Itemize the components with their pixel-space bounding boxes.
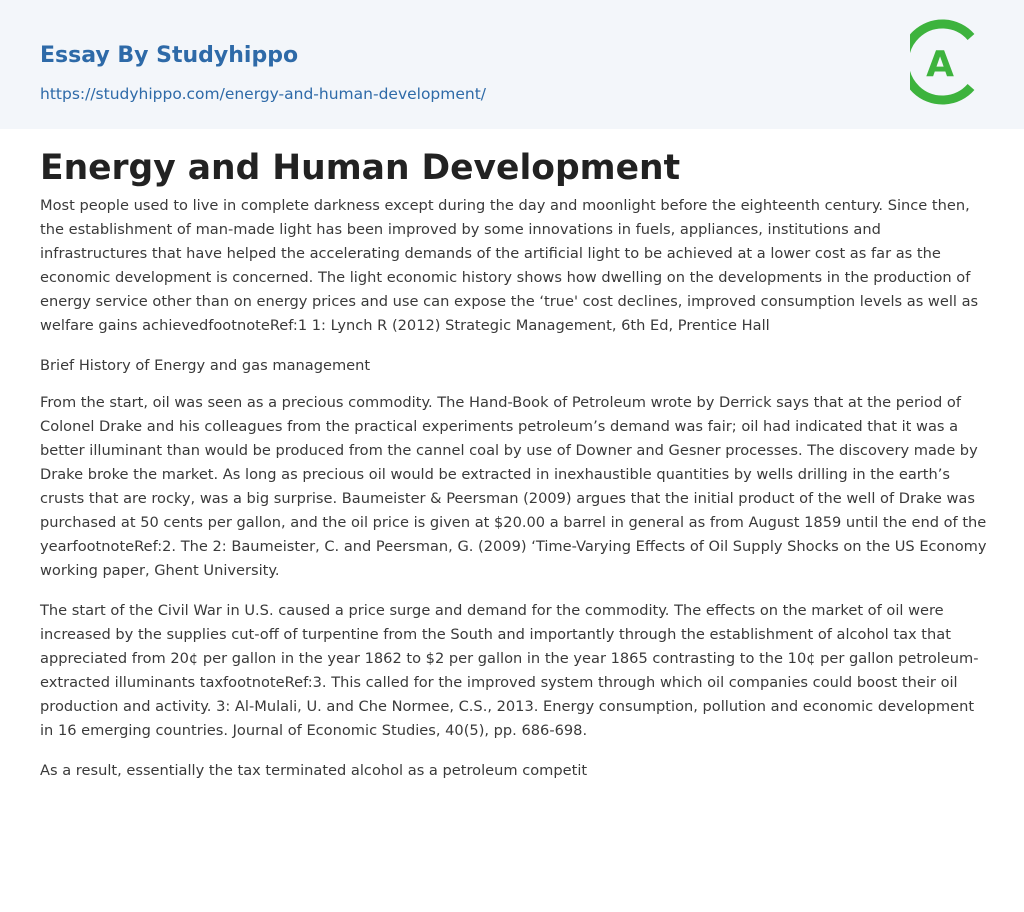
studyhippo-logo-icon[interactable] (910, 19, 986, 105)
article-title: Energy and Human Development (40, 148, 681, 188)
page-url-link[interactable]: https://studyhippo.com/energy-and-human-development/ (40, 85, 487, 103)
section-subheading: Brief History of Energy and gas management (40, 357, 371, 374)
article-body (40, 194, 988, 799)
article-paragraph: Most people used to live in complete darkness except during the day and moonlight before the eighteenth century. Since then, the establishment of man-made light has been improved by some innovations in fuels, appliances, institutions and infrastructures that have helped the accelerating demands of the artificial light to be achieved at a lower cost as far as the economic development is concerned. The light economic history shows how dwelling on the developments in the production of energy service other than on energy prices and use can expose the ‘true' cost declines, improved consumption levels as well as welfare gains achievedfootnoteRef:1 1: Lynch R (2012) Strategic Management, 6th Ed, Prentice Hall (40, 197, 979, 334)
logo-letter: A (926, 44, 954, 85)
article-paragraph: As a result, essentially the tax terminated alcohol as a petroleum competit (40, 762, 588, 779)
site-brand[interactable]: Essay By Studyhippo (40, 43, 299, 68)
article-paragraph: From the start, oil was seen as a precious commodity. The Hand-Book of Petroleum wrote by Derrick says that at the period of Colonel Drake and his colleagues from the practical experiments petroleum’s demand was fair; oil had indicated that it was a better illuminant than would be produced from the cannel coal by use of Downer and Gesner processes. The discovery made by Drake broke the market. As long as precious oil would be extracted in inexhaustible quantities by wells drilling in the earth’s crusts that are rocky, was a big surprise. Baumeister & Peersman (2009) argues that the initial product of the well of Drake was purchased at 50 cents per gallon, and the oil price is given at $20.00 a barrel in general as from August 1859 until the end of the yearfootnoteRef:2. The 2: Baumeister, C. and Peersman, G. (2009) ‘Time-Varying Effects of Oil Supply Shocks on the US Economy working paper, Ghent University. (40, 394, 987, 579)
article-paragraph: The start of the Civil War in U.S. caused a price surge and demand for the commodity. The effects on the market of oil were increased by the supplies cut-off of turpentine from the South and importantly through the establishment of alcohol tax that appreciated from 20¢ per gallon in the year 1862 to $2 per gallon in the year 1865 contrasting to the 10¢ per gallon petroleum-extracted illuminants taxfootnoteRef:3. This called for the improved system through which oil companies could boost their oil production and activity. 3: Al-Mulali, U. and Che Normee, C.S., 2013. Energy consumption, pollution and economic development in 16 emerging countries. Journal of Economic Studies, 40(5), pp. 686-698. (40, 602, 979, 739)
